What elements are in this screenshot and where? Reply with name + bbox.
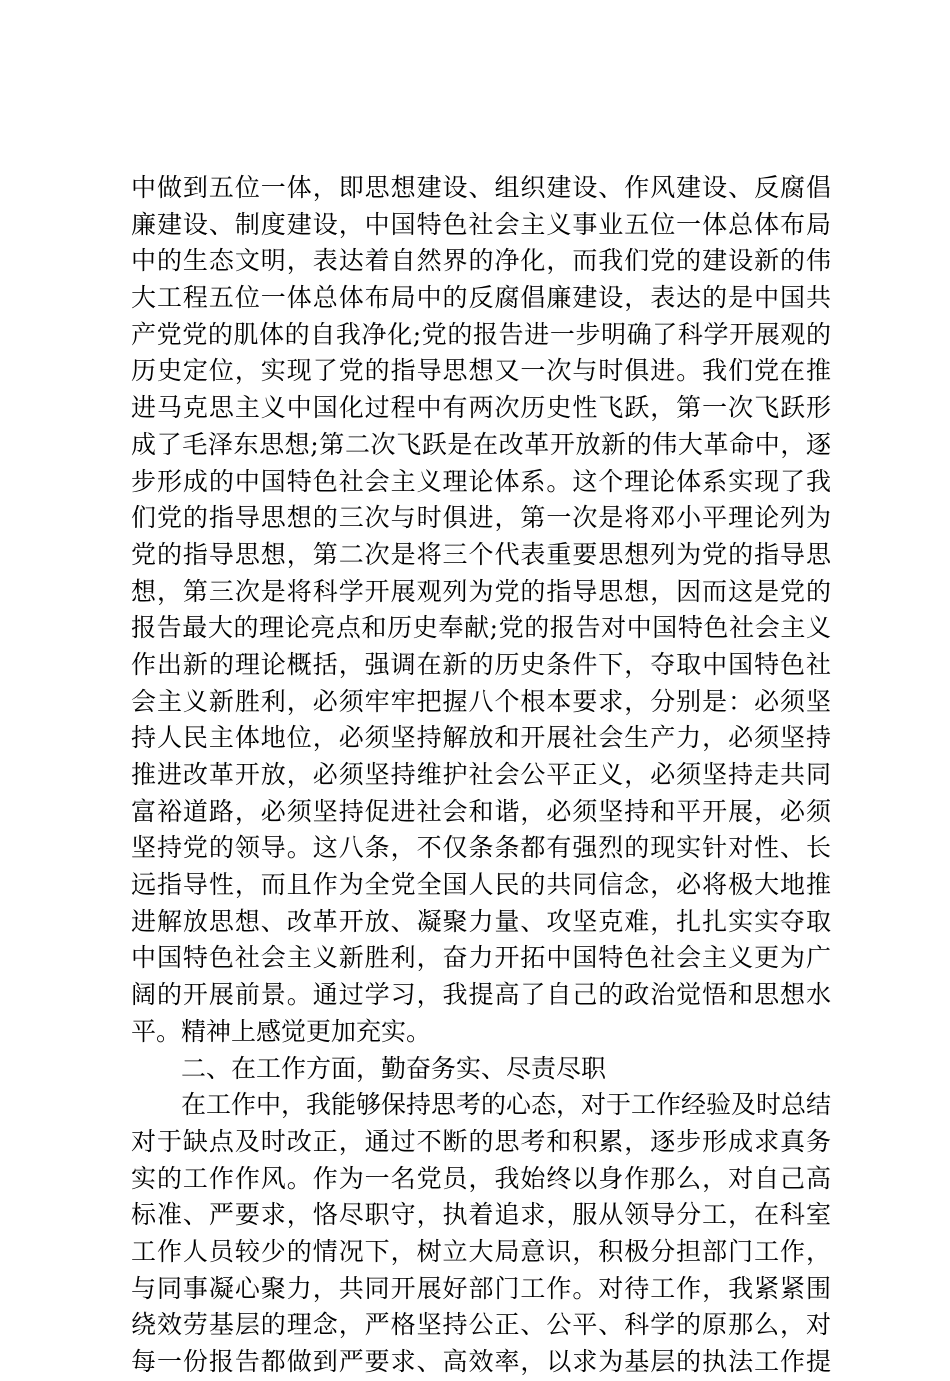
text-line: 历史定位，实现了党的指导思想又一次与时俱进。我们党在推 xyxy=(131,356,831,386)
text-line: 们党的指导思想的三次与时俱进，第一次是将邓小平理论列为 xyxy=(131,503,831,533)
paragraph-first-line: 在工作中，我能够保持思考的心态，对于工作经验及时总结 xyxy=(181,1090,832,1120)
text-line: 阔的开展前景。通过学习，我提高了自己的政治觉悟和思想水 xyxy=(131,980,831,1010)
text-line: 党的指导思想，第二次是将三个代表重要思想列为党的指导思 xyxy=(131,539,831,569)
text-line: 中的生态文明，表达着自然界的净化，而我们党的建设新的伟 xyxy=(131,246,831,276)
text-line: 每一份报告都做到严要求、高效率，以求为基层的执法工作提 xyxy=(131,1347,831,1376)
text-line: 会主义新胜利，必须牢牢把握八个根本要求，分别是：必须坚 xyxy=(131,686,831,716)
text-line: 中国特色社会主义新胜利，奋力开拓中国特色社会主义更为广 xyxy=(131,943,831,973)
text-line: 报告最大的理论亮点和历史奉献;党的报告对中国特色社会主义 xyxy=(131,613,831,643)
text-line: 远指导性，而且作为全党全国人民的共同信念，必将极大地推 xyxy=(131,870,831,900)
text-line: 富裕道路，必须坚持促进社会和谐，必须坚持和平开展，必须 xyxy=(131,796,831,826)
text-line: 廉建设、制度建设，中国特色社会主义事业五位一体总体布局 xyxy=(131,209,831,239)
paragraph-end-line: 平。精神上感觉更加充实。 xyxy=(131,1016,432,1046)
text-line: 持人民主体地位，必须坚持解放和开展社会生产力，必须坚持 xyxy=(131,723,831,753)
body-text xyxy=(131,170,831,1381)
text-line: 作出新的理论概括，强调在新的历史条件下，夺取中国特色社 xyxy=(131,649,831,679)
text-line: 标准、严要求，恪尽职守，执着追求，服从领导分工，在科室 xyxy=(131,1200,831,1230)
text-line: 与同事凝心聚力，共同开展好部门工作。对待工作，我紧紧围 xyxy=(131,1273,831,1303)
text-line: 工作人员较少的情况下，树立大局意识，积极分担部门工作， xyxy=(131,1236,831,1266)
text-line: 步形成的中国特色社会主义理论体系。这个理论体系实现了我 xyxy=(131,466,831,496)
text-line: 绕效劳基层的理念，严格坚持公正、公平、科学的原那么，对 xyxy=(131,1310,831,1340)
text-line: 坚持党的领导。这八条，不仅条条都有强烈的现实针对性、长 xyxy=(131,833,831,863)
text-line: 想，第三次是将科学开展观列为党的指导思想，因而这是党的 xyxy=(131,576,831,606)
text-line: 推进改革开放，必须坚持维护社会公平正义，必须坚持走共同 xyxy=(131,760,831,789)
text-line: 成了毛泽东思想;第二次飞跃是在改革开放新的伟大革命中，逐 xyxy=(131,429,831,459)
text-line: 大工程五位一体总体布局中的反腐倡廉建设，表达的是中国共 xyxy=(131,283,831,313)
section-heading: 二、在工作方面，勤奋务实、尽责尽职 xyxy=(181,1053,607,1083)
text-line: 产党党的肌体的自我净化;党的报告进一步明确了科学开展观的 xyxy=(131,319,831,349)
text-line: 中做到五位一体，即思想建设、组织建设、作风建设、反腐倡 xyxy=(131,173,831,202)
text-line: 进解放思想、改革开放、凝聚力量、攻坚克难，扎扎实实夺取 xyxy=(131,906,831,936)
text-line: 对于缺点及时改正，通过不断的思考和积累，逐步形成求真务 xyxy=(131,1126,831,1156)
text-line: 进马克思主义中国化过程中有两次历史性飞跃，第一次飞跃形 xyxy=(131,393,831,423)
text-line: 实的工作作风。作为一名党员，我始终以身作那么，对自己高 xyxy=(131,1163,831,1193)
